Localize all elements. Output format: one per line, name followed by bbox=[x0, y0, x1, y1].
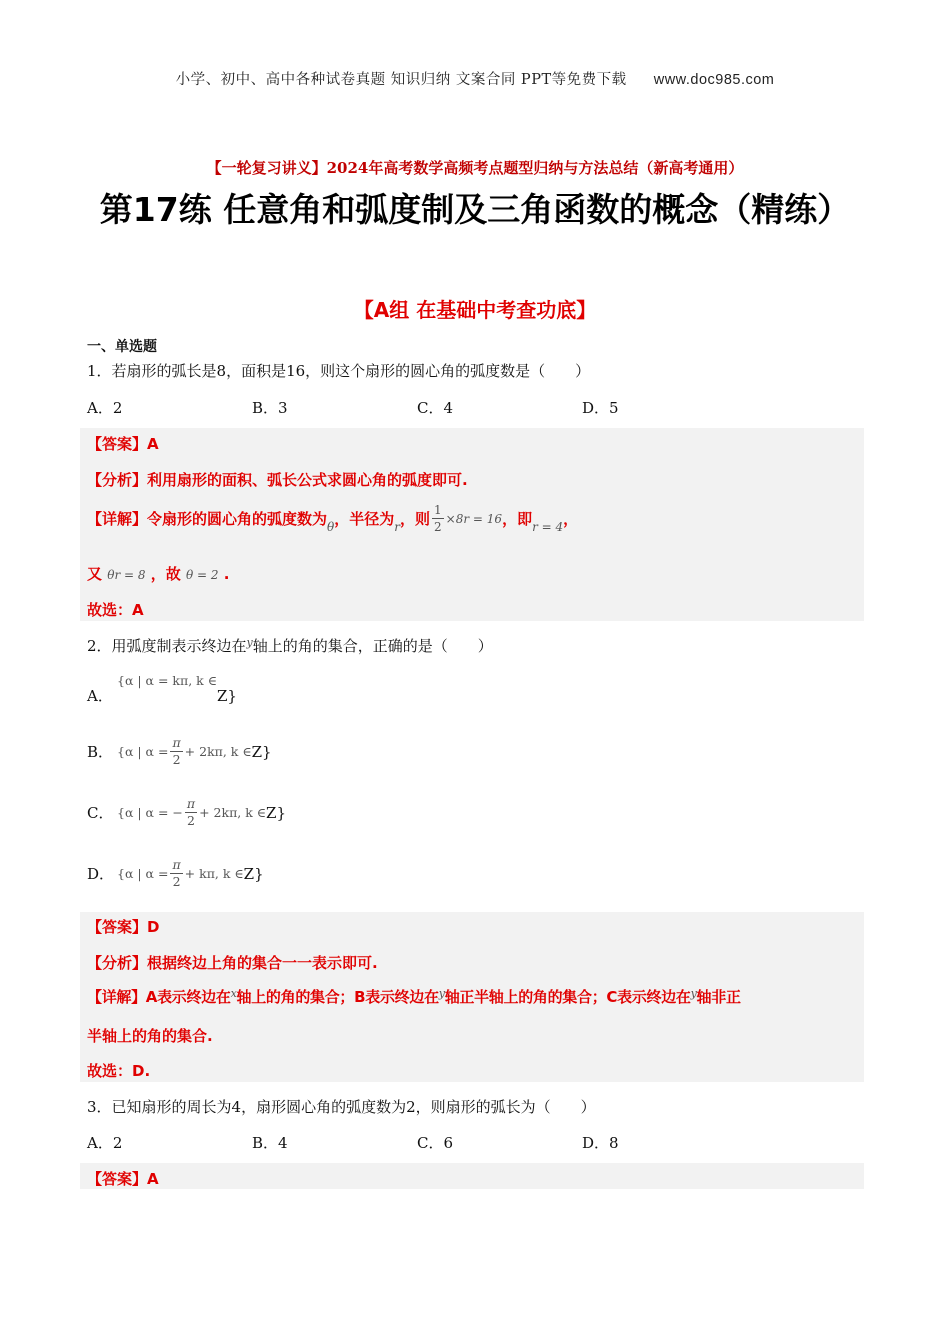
q2-option-c-z: Z} bbox=[266, 803, 287, 822]
q1-detail-text-5: ， bbox=[563, 510, 579, 528]
q2-option-d-letter: D． bbox=[87, 865, 115, 883]
q2-option-c-set-post: + 2kπ, k ∈ bbox=[199, 805, 267, 820]
q2-option-d-set-post: + kπ, k ∈ bbox=[184, 866, 244, 881]
q1-detail-line2 bbox=[87, 563, 230, 584]
q3-options bbox=[87, 1132, 767, 1153]
q1-option-b: B．3 bbox=[252, 399, 288, 417]
q2-option-b-set-post: + 2kπ, k ∈ bbox=[184, 744, 252, 759]
q1-detail-text-6: 又 bbox=[87, 565, 103, 583]
q2-detail-text-1: 【详解】A表示终边在 bbox=[87, 988, 231, 1006]
q2-option-b-two: 2 bbox=[172, 752, 181, 767]
q1-eq1: ×8r = 16 bbox=[445, 511, 503, 526]
q1-analysis: 【分析】利用扇形的面积、弧长公式求圆心角的弧度即可. bbox=[87, 471, 468, 489]
q2-option-b-z: Z} bbox=[251, 742, 272, 761]
q1-stem: 1．若扇形的弧长是8，面积是16，则这个扇形的圆心角的弧度数是（ ） bbox=[87, 362, 591, 380]
q1-detail-text-3: ，则 bbox=[400, 510, 431, 528]
q3-option-c: C．6 bbox=[417, 1134, 454, 1152]
q1-eq3: θr = 8 bbox=[107, 568, 146, 582]
q1-option-d: D．5 bbox=[582, 399, 619, 417]
q2-answer: 【答案】D bbox=[87, 918, 160, 936]
q2-option-c-set-pre: {α | α = − bbox=[117, 805, 183, 820]
q1-detail-text-8: . bbox=[223, 565, 230, 583]
q3-stem: 3．已知扇形的周长为4，扇形圆心角的弧度数为2，则扇形的弧长为（ ） bbox=[87, 1098, 596, 1116]
q2-detail-text-2: 轴上的角的集合；B表示终边在 bbox=[236, 988, 439, 1006]
q1-frac-num: 1 bbox=[434, 503, 442, 517]
q2-option-d-two: 2 bbox=[172, 874, 181, 889]
q1-answer: 【答案】A bbox=[87, 435, 159, 453]
q1-theta: θ bbox=[327, 519, 335, 534]
q2-y: y bbox=[246, 636, 253, 649]
q2-option-c-letter: C． bbox=[87, 804, 114, 822]
q2-option-b bbox=[87, 735, 272, 768]
q1-choice: 故选：A bbox=[87, 601, 144, 619]
q2-option-a-set: {α | α = kπ, k ∈ bbox=[117, 673, 217, 688]
q2-option-b-pi: π bbox=[172, 735, 181, 750]
q1-detail-text-1: 【详解】令扇形的圆心角的弧度数为 bbox=[87, 510, 328, 528]
q3-option-a: A．2 bbox=[87, 1134, 123, 1152]
site-header bbox=[0, 68, 950, 89]
q3-answer: 【答案】A bbox=[87, 1170, 159, 1188]
q2-stem-text-1: 2．用弧度制表示终边在 bbox=[87, 637, 247, 655]
q2-option-c-pi: π bbox=[186, 796, 196, 811]
q2-option-b-letter: B． bbox=[87, 743, 114, 761]
q2-option-d-set-pre: {α | α = bbox=[117, 866, 169, 881]
q2-detail-text-3: 轴正半轴上的角的集合；C表示终边在 bbox=[444, 988, 691, 1006]
subtitle: 【一轮复习讲义】2024年高考数学高频考点题型归纳与方法总结（新高考通用） bbox=[206, 159, 744, 177]
q2-detail-line1 bbox=[87, 986, 867, 1007]
q2-analysis: 【分析】根据终边上角的集合一一表示即可. bbox=[87, 954, 378, 972]
q1-fraction bbox=[432, 502, 444, 535]
q1-eq2: r = 4 bbox=[532, 519, 564, 534]
q1-option-c: C．4 bbox=[417, 399, 454, 417]
q1-detail-text-4: ，即 bbox=[502, 510, 533, 528]
q1-r: r bbox=[394, 519, 401, 534]
q2-stem-text-2: 轴上的角的集合，正确的是（ ） bbox=[252, 637, 493, 655]
q2-option-a-z: Z} bbox=[216, 686, 237, 705]
q1-options bbox=[87, 397, 767, 418]
q1-detail-line1 bbox=[87, 502, 578, 535]
q3-option-b: B．4 bbox=[252, 1134, 288, 1152]
q3-option-d: D．8 bbox=[582, 1134, 619, 1152]
page-title: 第17练 任意角和弧度制及三角函数的概念（精练） bbox=[99, 190, 851, 229]
q1-detail-text-2: ，半径为 bbox=[334, 510, 395, 528]
q2-option-c bbox=[87, 796, 286, 829]
q2-choice: 故选：D. bbox=[87, 1062, 151, 1080]
q1-detail-text-7: ，故 bbox=[150, 565, 181, 583]
section-label: 一、单选题 bbox=[87, 339, 157, 355]
q2-x: x bbox=[230, 987, 237, 1000]
q2-detail-line2: 半轴上的角的集合. bbox=[87, 1027, 213, 1045]
q2-y2: y bbox=[690, 987, 697, 1000]
q1-option-a: A．2 bbox=[87, 399, 123, 417]
q2-option-b-set-pre: {α | α = bbox=[117, 744, 169, 759]
q2-option-d-pi: π bbox=[172, 857, 181, 872]
q2-stem bbox=[87, 635, 493, 656]
q2-option-b-fraction bbox=[170, 735, 182, 768]
q2-option-d bbox=[87, 857, 264, 890]
q2-option-c-fraction bbox=[185, 796, 197, 829]
q2-option-d-fraction bbox=[170, 857, 182, 890]
q2-option-a-letter: A． bbox=[87, 687, 113, 705]
q2-option-a bbox=[87, 670, 237, 705]
group-title: 【A组 在基础中考查功底】 bbox=[353, 298, 597, 322]
site-url[interactable]: www.doc985.com bbox=[653, 72, 775, 88]
q2-y1: y bbox=[438, 987, 445, 1000]
q2-option-d-z: Z} bbox=[243, 864, 264, 883]
q2-detail-text-4: 轴非正 bbox=[696, 988, 741, 1006]
q3-solution-box bbox=[80, 1163, 864, 1189]
q1-eq4: θ = 2 bbox=[186, 568, 219, 582]
site-header-text: 小学、初中、高中各种试卷真题 知识归纳 文案合同 PPT等免费下载 bbox=[175, 72, 627, 88]
q1-frac-den: 2 bbox=[434, 520, 442, 534]
q2-option-c-two: 2 bbox=[187, 813, 195, 828]
